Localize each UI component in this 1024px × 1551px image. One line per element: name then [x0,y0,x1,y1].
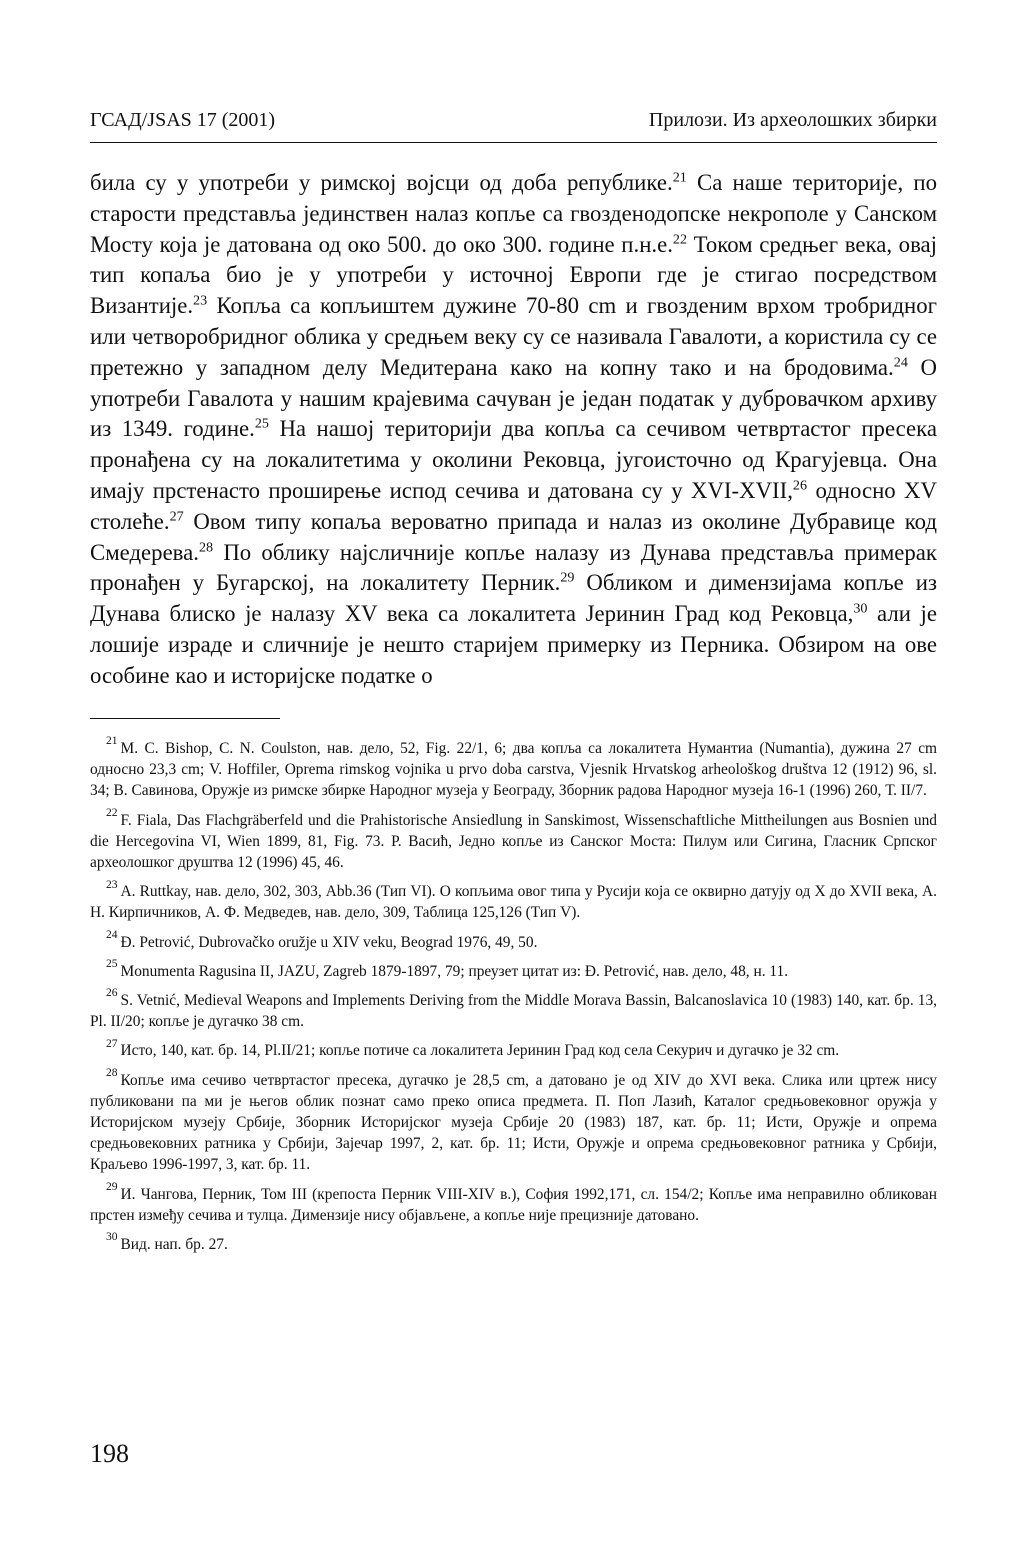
main-text [90,168,937,692]
text-run: По облику најсличније копље налазу из Дунава представља примерак пронађен у Бугарској, на локалитету Перник. [90,539,937,596]
footnote [90,735,937,802]
journal-citation: ГСАД/JSAS 17 (2001) [90,109,276,131]
footnotes [90,735,937,1263]
footnote-number: 21 [106,735,118,748]
footnote-text: Исто, 140, кат. бр. 14, Pl.II/21; копље потиче са локалитета Јеринин Град код села Секурич и дугачко је 32 cm. [120,1042,840,1060]
footnote [90,1066,937,1176]
footnote [90,1231,937,1255]
text-run: била су у употреби у римској војсци од доба републике. [90,170,673,195]
footnote-text: Monumenta Ragusina II, JAZU, Zagreb 1879-1897, 79; преузет цитат из: Đ. Petrović, нав. дело, 48, н. 11. [120,962,789,980]
text-run: Са наше територије, по старости представља јединствен налаз копље са гвозденодопске некрополе у Санском Мосту која је датована од око 500. до око 300. године п.н.е. [90,170,937,257]
footnote-number: 29 [106,1181,118,1193]
footnote-text: Копље има сечиво четвртастог пресека, дугачко је 28,5 cm, а датовано је од XIV до XVI века. Слика или цртеж нису публиковани па ми је његов облик познат само преко описа предмета. П. Поп Лазић, Каталог средњовековног оружја у Историјском музеју Србије, Зборник Историјског музеја Србије 20 (1983) 187, кат. бр. 11; Исти, Оружје и опрема средњовековних ратника у Србији, Зајечар 1997, 2, кат. бр. 11; Исти, Оружје и опрема средњовековног ратника у Србији, Краљево 1996-1997, 3, кат. бр. 11. [90,1071,937,1174]
footnote-ref[interactable]: 21 [672,169,687,186]
footnote-number: 23 [106,878,118,891]
footnote-text: F. Fiala, Das Flachgräberfeld und die Prahistorische Ansiedlung in Sanskimost, Wissenschaftliche Mittheilungen aus Bosnien und die Hercegovina VI, Wien 1899, 81, Fig. 73. Р. Васић, Једно копље из Санског Моста: Пилум или Сигина, Гласник Српског археолошког друштва 12 (1996) 45, 46. [90,811,937,872]
footnote-separator [90,718,280,719]
footnote-ref[interactable]: 27 [169,508,184,525]
footnote-ref[interactable]: 30 [853,600,868,617]
text-run: О употреби Гавалота у нашим крајевима сачуван је један податак у дубровачком архиву из 1349. године. [90,354,938,442]
footnote-number: 24 [106,928,118,941]
footnote-ref[interactable]: 26 [792,477,808,494]
footnote-number: 26 [106,987,118,1000]
footnote-text: A. Ruttkay, нав. дело, 302, 303, Abb.36 (Тип VI). О копљима овог типа у Русији која се оквирно датују од X до XVII века, А. Н. Кирпичников, А. Ф. Медведев, нав. дело, 309, Таблица 125,126 (Тип V). [90,883,937,922]
footnote [90,1037,937,1061]
footnote [90,806,937,874]
text-run: Копља са копљиштем дужине 70-80 cm и гвозденим врхом тробридног или четворобридног облика у средњем веку су се називала Гавалоти, а користила су се претежно у западном делу Медитерана како на копну тако и на бродовима. [90,293,937,380]
text-run: Овом типу копаља вероватно припада и налаз из околине Дубравице код Смедерева. [90,508,937,565]
text-run: али је лошије израде и сличније је нешто старијем примерку из Перника. Обзиром на ове особине као и историјске податке о [90,601,937,688]
text-run: На нашој територији два копља са сечивом четвртастог пресека пронађена су на локалитетима у околини Рековца, југоисточно од Крагујевца. Она имају прстенасто проширење испод сечива и датована су у XVI-XVII, [90,416,937,503]
text-run: односно XV столеће. [90,477,937,534]
footnote-number: 22 [106,806,118,819]
footnote-ref[interactable]: 29 [560,569,575,586]
text-run: Током средњег века, овај тип копаља био је у употреби у источној Европи где је стигао посредством Византије. [90,231,937,319]
footnote [90,1181,937,1226]
footnote [90,878,937,923]
footnote-text: Đ. Petrović, Dubrovačko oružje u XIV veku, Beograd 1976, 49, 50. [120,933,538,951]
footnote-ref[interactable]: 28 [198,538,214,555]
paragraph [90,168,937,692]
page-number: 198 [90,1439,129,1468]
running-header [90,102,937,143]
footnote-number: 30 [106,1231,118,1244]
footnote-number: 27 [106,1037,118,1050]
footnote [90,958,937,982]
footnote-ref[interactable]: 23 [193,292,208,309]
footnote-text: S. Vetnić, Medieval Weapons and Implements Deriving from the Middle Morava Bassin, Balcanoslavica 10 (1983) 140, кат. бр. 13, Pl. II/20; копље је дугачко 38 cm. [90,992,937,1031]
footnote-text: M. C. Bishop, C. N. Coulston, нав. дело, 52, Fig. 22/1, 6; два копља са локалитета Нумантиа (Numantia), дужина 27 cm односно 23,3 cm; V. Hoffiler, Oprema rimskog vojnika u prvo doba carstva, Vjesnik Hrvatskog arheološkog društva 12 (1912) 96, sl. 34; В. Савинова, Оружје из римске збирке Народног музеја у Београду, Зборник радова Народног музеја 16-1 (1996) 260, Т. II/7. [90,740,937,800]
footnote-ref[interactable]: 22 [672,230,688,247]
text-run: Обликом и димензијама копље из Дунава блиско је налазу XV века са локалитета Јеринин Град код Рековца, [90,570,938,627]
footnote-number: 28 [106,1066,118,1079]
footnote [90,987,937,1032]
footnote-text: И. Чангова, Перник, Том III (крепоста Перник VIII-XIV в.), София 1992,171, сл. 154/2; Копље има неправилно обликован прстен између сечива и тулца. Димензије нису објављене, а копље није прецизније датовано. [90,1185,937,1224]
footnote-text: Вид. нап. бр. 27. [120,1236,228,1254]
footnote [90,928,937,953]
footnote-ref[interactable]: 24 [893,354,908,371]
section-title: Прилози. Из археолошких збирки [648,109,937,131]
footnote-number: 25 [106,958,118,971]
footnote-ref[interactable]: 25 [254,415,269,432]
